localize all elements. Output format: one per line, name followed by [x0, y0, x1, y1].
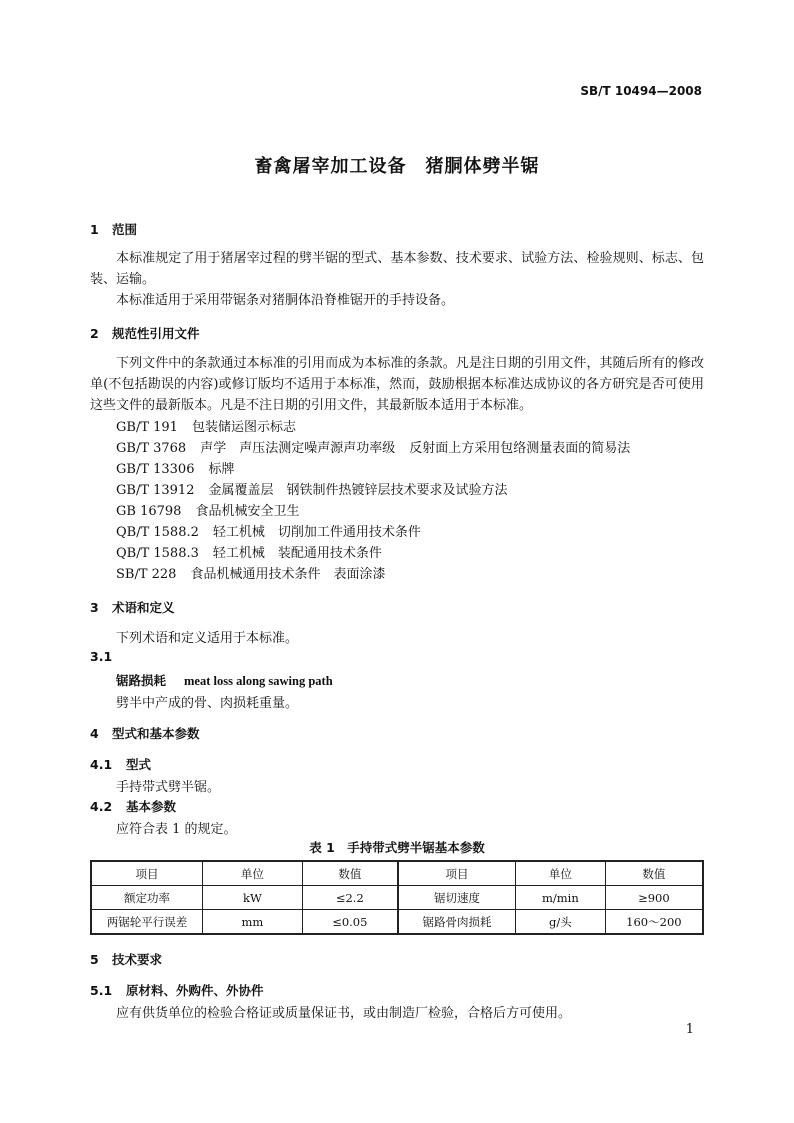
subsection-5-1-text: 应有供货单位的检验合格证或质量保证书，或由制造厂检验，合格后方可使用。 — [116, 1006, 572, 1021]
section-title: 型式和基本参数 — [112, 726, 200, 741]
table-1-caption: 表 1 手持带式劈半锯基本参数 — [309, 840, 485, 855]
section-3-paragraph-1: 下列术语和定义适用于本标准。 — [116, 631, 299, 646]
reference-title: 食品机械通用技术条件 表面涂漆 — [190, 567, 386, 582]
parameter-table — [90, 860, 704, 935]
table-row — [91, 886, 703, 910]
reference-code: QB/T 1588.3 — [116, 546, 199, 561]
subsection-5-1-heading — [90, 981, 264, 999]
table-header-cell: 数值 — [605, 861, 703, 886]
section-2-paragraph-1: 下列文件中的条款通过本标准的引用而成为本标准的条款。凡是注日期的引用文件，其随后所有的修改单(不包括勘误的内容)或修订版均不适用于本标准，然而，鼓励根据本标准达成协议的各方研究是否可使用这些文件的最新版本。凡是不注日期的引用文件，其最新版本适用于本标准。 — [90, 356, 704, 413]
subsection-4-2-heading — [90, 797, 176, 815]
table-header-cell: 单位 — [203, 861, 303, 886]
section-number: 4 — [90, 726, 99, 741]
reference-item — [116, 500, 299, 519]
reference-code: GB/T 3768 — [116, 441, 187, 456]
reference-title-continued: 反射面上方采用包络测量表面的简易法 — [409, 441, 631, 456]
reference-title: 标牌 — [208, 462, 235, 477]
section-title: 范围 — [112, 222, 138, 237]
table-header-row — [91, 861, 703, 886]
table-cell: mm — [203, 910, 303, 935]
reference-item — [116, 479, 508, 498]
reference-title: 食品机械安全卫生 — [195, 504, 300, 519]
reference-item — [116, 542, 382, 561]
table-cell: 锯切速度 — [398, 886, 516, 910]
subsection-title: 基本参数 — [126, 799, 177, 814]
table-cell: m/min — [515, 886, 605, 910]
reference-code: QB/T 1588.2 — [116, 525, 199, 540]
subsection-number: 4.2 — [90, 799, 113, 814]
section-1-heading — [90, 220, 137, 238]
reference-code: GB/T 191 — [116, 420, 178, 435]
reference-title: 包装储运图示标志 — [191, 420, 296, 435]
table-cell: kW — [203, 886, 303, 910]
section-title: 技术要求 — [112, 952, 163, 967]
reference-code: SB/T 228 — [116, 567, 177, 582]
term-definition: 劈半中产成的骨、肉损耗重量。 — [116, 696, 299, 711]
reference-item — [116, 416, 296, 435]
subsection-title: 原材料、外购件、外协件 — [126, 983, 264, 998]
subsection-number: 5.1 — [90, 983, 113, 998]
section-4-heading — [90, 724, 200, 742]
table-cell: 额定功率 — [91, 886, 203, 910]
reference-code: GB 16798 — [116, 504, 182, 519]
document-title: 畜禽屠宰加工设备 猪胴体劈半锯 — [254, 156, 540, 177]
term-heading — [116, 671, 333, 689]
table-cell: ≥900 — [605, 886, 703, 910]
table-header-cell: 数值 — [302, 861, 398, 886]
table-header-cell: 项目 — [91, 861, 203, 886]
table-cell: ≤0.05 — [302, 910, 398, 935]
subsection-number: 4.1 — [90, 757, 113, 772]
section-1-paragraph-2: 本标准适用于采用带锯条对猪胴体沿脊椎锯开的手持设备。 — [116, 293, 455, 308]
reference-item — [116, 521, 421, 540]
table-cell: 锯路骨肉损耗 — [398, 910, 516, 935]
section-1-paragraph-1: 本标准规定了用于猪屠宰过程的劈半锯的型式、基本参数、技术要求、试验方法、检验规则、标志、包装、运输。 — [90, 251, 704, 287]
section-number: 5 — [90, 952, 99, 967]
reference-code: GB/T 13306 — [116, 462, 195, 477]
reference-item — [116, 458, 235, 477]
table-cell: ≤2.2 — [302, 886, 398, 910]
reference-code: GB/T 13912 — [116, 483, 195, 498]
section-title: 规范性引用文件 — [112, 326, 200, 341]
reference-item — [116, 563, 385, 582]
section-5-heading — [90, 950, 162, 968]
subsection-title: 型式 — [126, 757, 152, 772]
reference-title: 轻工机械 切削加工件通用技术条件 — [212, 525, 421, 540]
reference-title: 金属覆盖层 钢铁制件热镀锌层技术要求及试验方法 — [208, 483, 508, 498]
term-chinese: 锯路损耗 — [116, 673, 167, 688]
table-cell: 160～200 — [605, 910, 703, 935]
term-english: meat loss along sawing path — [184, 674, 333, 688]
section-title: 术语和定义 — [112, 600, 175, 615]
standard-code: SB/T 10494—2008 — [580, 84, 702, 98]
subsection-4-1-text: 手持带式劈半锯。 — [116, 780, 221, 795]
subsection-3-1-number: 3.1 — [90, 649, 113, 664]
reference-title: 轻工机械 装配通用技术条件 — [212, 546, 382, 561]
section-number: 1 — [90, 222, 99, 237]
table-cell: 两锯轮平行误差 — [91, 910, 203, 935]
table-header-cell: 项目 — [398, 861, 516, 886]
reference-title: 声学 声压法测定噪声源声功率级 — [200, 441, 396, 456]
subsection-4-1-heading — [90, 755, 151, 773]
reference-item — [116, 437, 630, 456]
section-number: 3 — [90, 600, 99, 615]
table-cell: g/头 — [515, 910, 605, 935]
section-3-heading — [90, 598, 175, 616]
section-2-heading — [90, 324, 200, 342]
table-header-cell: 单位 — [515, 861, 605, 886]
page-number: 1 — [685, 1022, 694, 1037]
table-row — [91, 910, 703, 935]
subsection-4-2-text: 应符合表 1 的规定。 — [116, 822, 237, 837]
section-number: 2 — [90, 326, 99, 341]
